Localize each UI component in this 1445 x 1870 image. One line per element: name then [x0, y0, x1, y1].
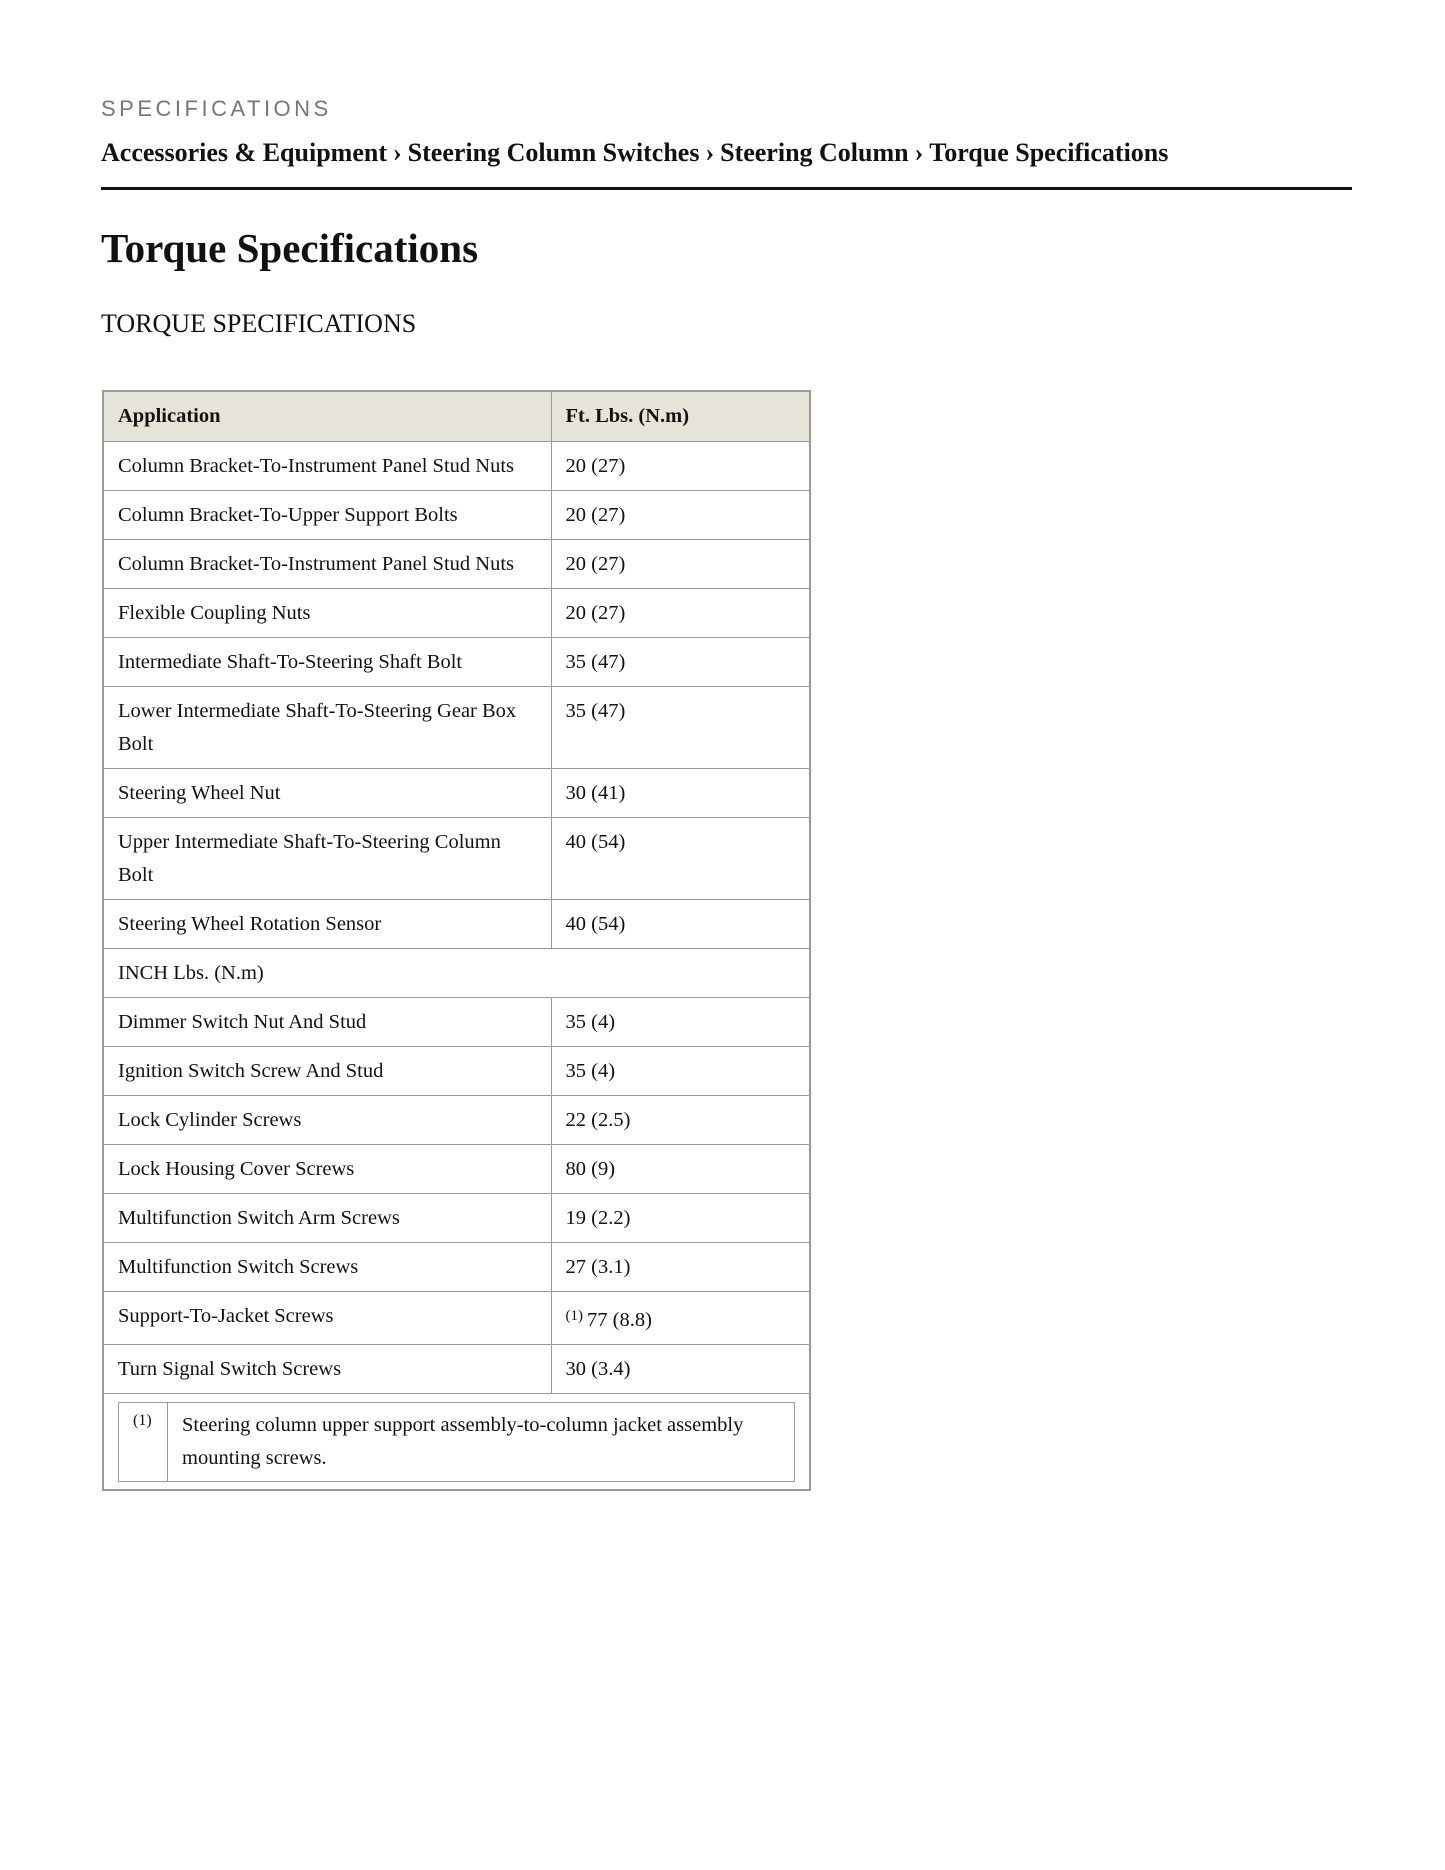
- table-row: [103, 1243, 810, 1292]
- section-eyebrow: SPECIFICATIONS: [101, 96, 332, 121]
- table-row: [103, 1145, 810, 1194]
- torque-value-cell: 27 (3.1): [551, 1243, 810, 1292]
- torque-value-cell: 35 (4): [551, 1047, 810, 1096]
- application-cell: Lower Intermediate Shaft-To-Steering Gear Box Bolt: [103, 687, 551, 769]
- breadcrumb-item-accessories[interactable]: Accessories & Equipment: [101, 138, 387, 167]
- breadcrumb-separator: ›: [914, 138, 924, 167]
- footnote-entry: [119, 1403, 795, 1482]
- torque-value-cell: 30 (41): [551, 769, 810, 818]
- table-row: [103, 1194, 810, 1243]
- torque-value-cell: 35 (47): [551, 687, 810, 769]
- breadcrumb-item-steering-column-switches[interactable]: Steering Column Switches: [407, 138, 700, 167]
- application-cell: Multifunction Switch Screws: [103, 1243, 551, 1292]
- table-header-row: [103, 391, 810, 442]
- column-header-application: Application: [103, 391, 551, 442]
- table-body: [103, 442, 810, 1491]
- torque-value-cell: 35 (4): [551, 998, 810, 1047]
- unit-section-label: INCH Lbs. (N.m): [103, 949, 810, 998]
- footnote-text: Steering column upper support assembly-to-column jacket assembly mounting screws.: [168, 1403, 795, 1482]
- torque-value: 77 (8.8): [587, 1309, 652, 1331]
- table-row: [103, 442, 810, 491]
- torque-value-cell: 35 (47): [551, 638, 810, 687]
- application-cell: Flexible Coupling Nuts: [103, 589, 551, 638]
- breadcrumb-separator: ›: [392, 138, 402, 167]
- application-cell: Column Bracket-To-Instrument Panel Stud Nuts: [103, 540, 551, 589]
- table-row: [103, 638, 810, 687]
- footnote-reference[interactable]: (1): [565, 1308, 583, 1324]
- breadcrumb-item-steering-column[interactable]: Steering Column: [720, 138, 909, 167]
- table-row: [103, 589, 810, 638]
- application-cell: Intermediate Shaft-To-Steering Shaft Bolt: [103, 638, 551, 687]
- table-row: [103, 491, 810, 540]
- torque-value-cell: 80 (9): [551, 1145, 810, 1194]
- table-row: [103, 540, 810, 589]
- table-row: [103, 900, 810, 949]
- table-row: [103, 818, 810, 900]
- application-cell: Ignition Switch Screw And Stud: [103, 1047, 551, 1096]
- table-row: [103, 687, 810, 769]
- torque-value-cell: 20 (27): [551, 491, 810, 540]
- torque-value-cell: 22 (2.5): [551, 1096, 810, 1145]
- application-cell: Support-To-Jacket Screws: [103, 1292, 551, 1345]
- table-row: [103, 769, 810, 818]
- torque-value-cell: 40 (54): [551, 818, 810, 900]
- torque-value-cell: [551, 1292, 810, 1345]
- footnote-mark: (1): [119, 1403, 168, 1482]
- breadcrumb: [101, 138, 1352, 168]
- page-title: Torque Specifications: [101, 225, 479, 271]
- application-cell: Lock Cylinder Screws: [103, 1096, 551, 1145]
- torque-value-cell: 40 (54): [551, 900, 810, 949]
- footnote-container: [103, 1394, 810, 1491]
- torque-value-cell: 20 (27): [551, 589, 810, 638]
- table-row: [103, 1047, 810, 1096]
- column-header-value: Ft. Lbs. (N.m): [551, 391, 810, 442]
- torque-table-wrapper: [102, 390, 811, 1491]
- application-cell: Turn Signal Switch Screws: [103, 1345, 551, 1394]
- table-row: [103, 1345, 810, 1394]
- table-row: [103, 998, 810, 1047]
- application-cell: Lock Housing Cover Screws: [103, 1145, 551, 1194]
- application-cell: Upper Intermediate Shaft-To-Steering Column Bolt: [103, 818, 551, 900]
- page-subtitle: TORQUE SPECIFICATIONS: [101, 309, 417, 338]
- torque-value-cell: 20 (27): [551, 540, 810, 589]
- torque-value-cell: 20 (27): [551, 442, 810, 491]
- footnote-table: [118, 1402, 795, 1482]
- table-section-row: [103, 949, 810, 998]
- breadcrumb-separator: ›: [705, 138, 715, 167]
- breadcrumb-item-torque-specifications[interactable]: Torque Specifications: [929, 138, 1169, 167]
- header-divider: [101, 187, 1352, 190]
- table-row: [103, 1292, 810, 1345]
- application-cell: Column Bracket-To-Upper Support Bolts: [103, 491, 551, 540]
- torque-specifications-table: [102, 390, 811, 1491]
- application-cell: Steering Wheel Nut: [103, 769, 551, 818]
- application-cell: Steering Wheel Rotation Sensor: [103, 900, 551, 949]
- footnote-row: [103, 1394, 810, 1491]
- application-cell: Dimmer Switch Nut And Stud: [103, 998, 551, 1047]
- application-cell: Column Bracket-To-Instrument Panel Stud Nuts: [103, 442, 551, 491]
- torque-value-cell: 30 (3.4): [551, 1345, 810, 1394]
- torque-value-cell: 19 (2.2): [551, 1194, 810, 1243]
- table-row: [103, 1096, 810, 1145]
- application-cell: Multifunction Switch Arm Screws: [103, 1194, 551, 1243]
